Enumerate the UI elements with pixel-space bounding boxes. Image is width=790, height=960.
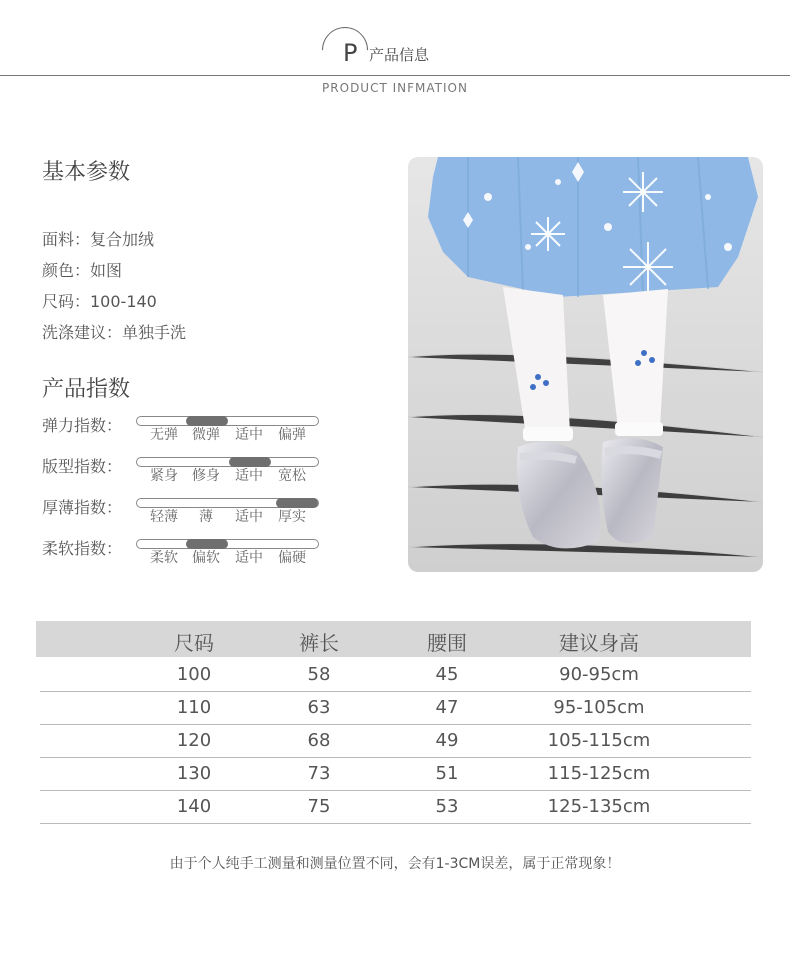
index-option: 微弹 [192,427,220,443]
param-washing: 洗涤建议：单独手洗 [42,323,187,342]
header-title: 产品信息 [369,46,430,64]
param-color: 颜色：如图 [42,261,123,280]
index-label: 柔软指数： [42,539,123,558]
index-option: 适中 [235,550,263,566]
index-option: 修身 [192,468,220,484]
param-size: 尺码：100-140 [42,292,157,311]
index-label: 厚薄指数： [42,498,123,517]
table-cell: 68 [307,730,331,751]
table-cell: 53 [435,796,459,817]
table-row [40,658,751,692]
index-option: 厚实 [278,509,306,525]
param-fabric: 面料：复合加绒 [42,230,155,249]
table-cell: 45 [435,664,459,685]
table-cell: 110 [176,697,212,718]
index-label: 版型指数： [42,457,123,476]
size-table-header [36,621,751,657]
index-option: 轻薄 [150,509,178,525]
index-option: 柔软 [150,550,178,566]
table-row [40,757,751,791]
col-header-waist: 腰围 [427,631,467,655]
table-cell: 90-95cm [559,664,639,685]
col-header-height: 建议身高 [559,631,639,655]
table-cell: 75 [307,796,331,817]
index-label: 弹力指数： [42,416,123,435]
index-option: 适中 [235,427,263,443]
table-cell: 63 [307,697,331,718]
index-option: 适中 [235,509,263,525]
table-row [40,724,751,758]
measurement-note: 由于个人纯手工测量和测量位置不同，会有1-3CM误差，属于正常现象！ [169,856,621,872]
table-cell: 49 [435,730,459,751]
table-cell: 125-135cm [547,796,651,817]
col-header-length: 裤长 [299,631,339,655]
header-letter: P [343,39,358,67]
table-cell: 95-105cm [553,697,645,718]
table-cell: 115-125cm [547,763,651,784]
index-option: 偏弹 [278,427,306,443]
index-option: 宽松 [278,468,306,484]
table-row [40,790,751,824]
table-cell: 73 [307,763,331,784]
product-photo-image [408,157,763,572]
table-cell: 47 [435,697,459,718]
index-option: 紧身 [150,468,178,484]
table-cell: 105-115cm [547,730,651,751]
table-row [40,691,751,725]
index-option: 无弹 [150,427,178,443]
basic-params-title: 基本参数 [42,160,131,185]
header-subtitle: PRODUCT INFMATION [322,81,468,95]
table-cell: 58 [307,664,331,685]
index-option: 薄 [199,509,213,525]
table-cell: 130 [176,763,212,784]
table-cell: 120 [176,730,212,751]
index-option: 适中 [235,468,263,484]
table-cell: 100 [176,664,212,685]
product-photo [408,157,763,572]
product-index-title: 产品指数 [42,377,131,402]
col-header-size: 尺码 [174,631,214,655]
index-option: 偏软 [192,550,220,566]
table-cell: 51 [435,763,459,784]
index-option: 偏硬 [278,550,306,566]
header-divider [0,75,790,76]
table-cell: 140 [176,796,212,817]
